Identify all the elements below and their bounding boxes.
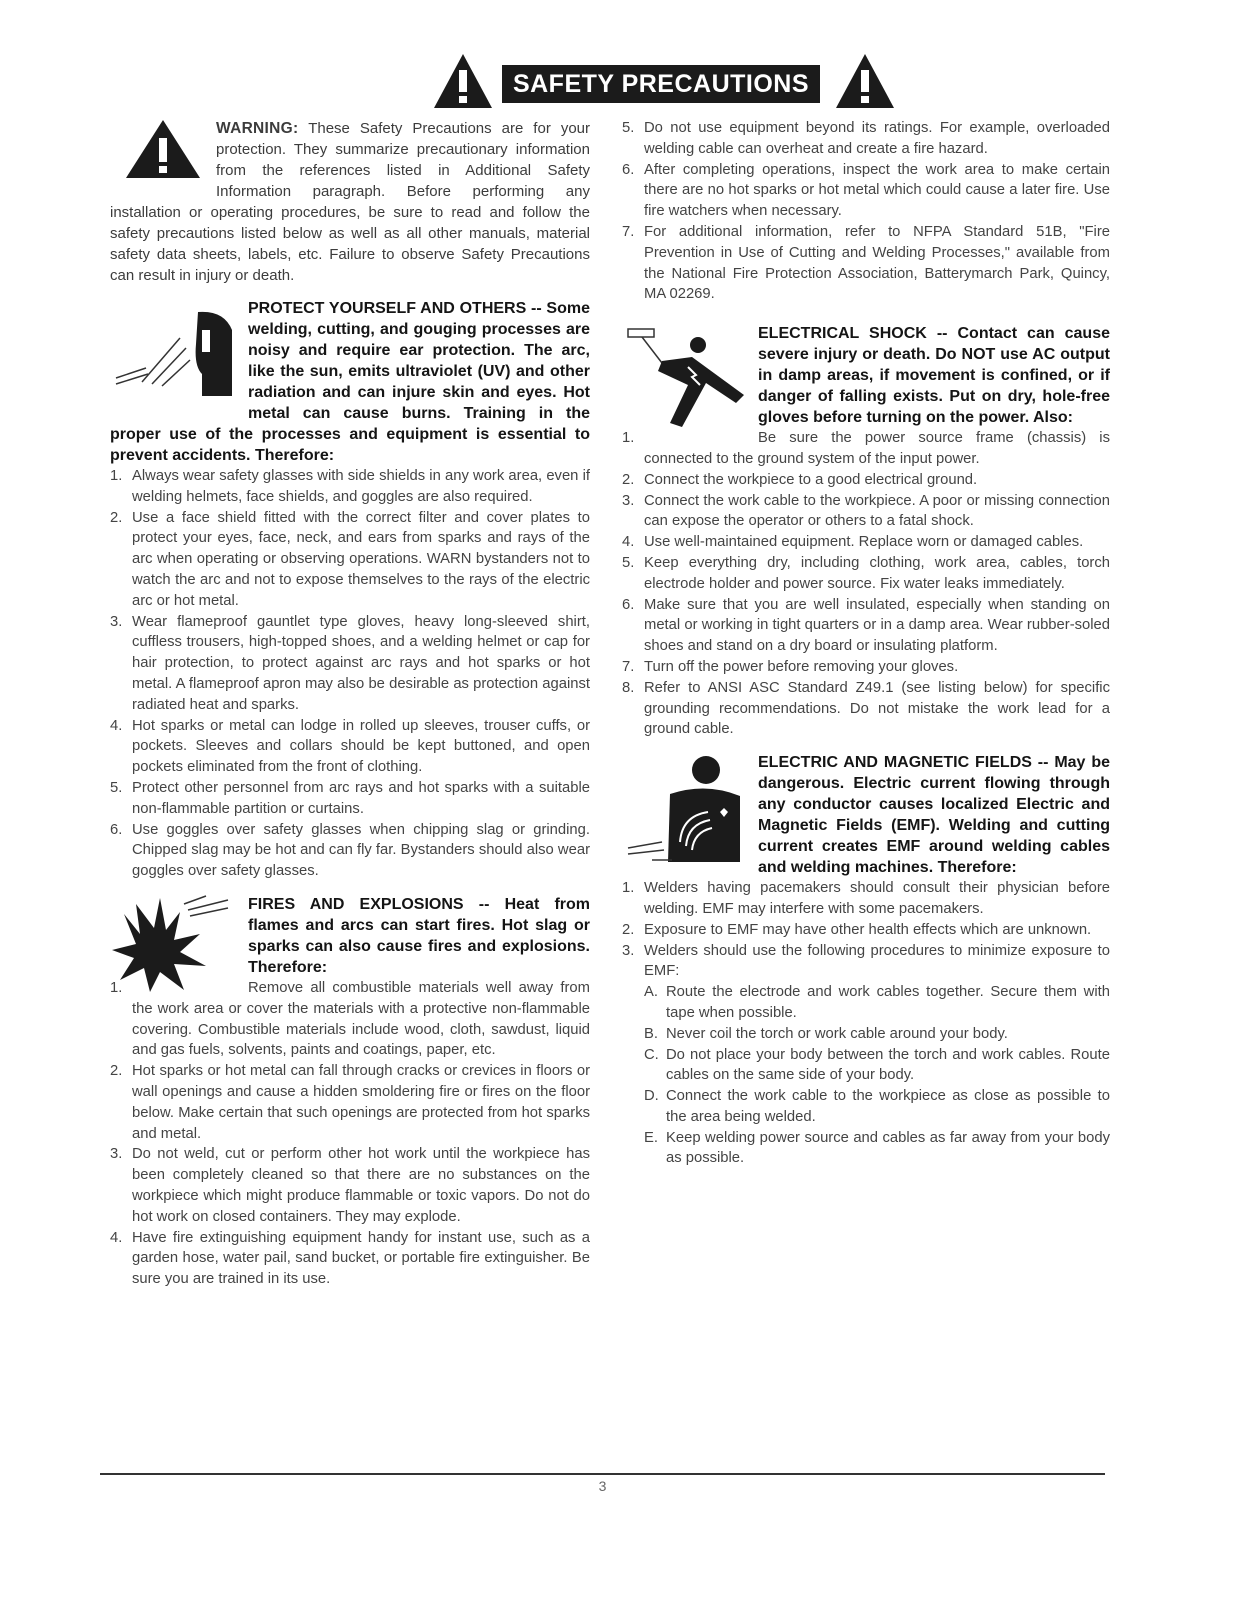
electrical-section xyxy=(622,323,1110,428)
list-item: B. Never coil the torch or work cable around your body. xyxy=(644,1025,1008,1042)
electric-shock-icon xyxy=(622,323,748,441)
protect-heading: PROTECT YOURSELF AND OTHERS -- Some welding, cutting, and gouging processes are noisy and require ear protection. The arc, like the sun, emits ultraviolet (UV) and other radiation and can injure skin and eyes. Hot metal can cause burns. Training in the proper use of the processes and equipment is essential to prevent accidents. Therefore: xyxy=(110,300,590,464)
list-item: A. Route the electrode and work cables together. Secure them with tape when possible. xyxy=(644,984,1110,1021)
list-item: E. Keep welding power source and cables as far away from your body as possible. xyxy=(644,1129,1110,1167)
page-header xyxy=(0,52,1237,112)
emf-sublist xyxy=(644,982,1110,1169)
list-item: 5. Do not use equipment beyond its ratings. For example, overloaded welding cable can overheat and create a fire hazard. xyxy=(622,120,1110,157)
list-item: 1. Welders having pacemakers should consult their physician before welding. EMF may interfere with some pacemakers. xyxy=(622,880,1110,917)
list-item: 5. Protect other personnel from arc rays and hot sparks with a suitable non-flammable partition or curtains. xyxy=(110,779,590,817)
emf-list xyxy=(622,878,1110,1169)
list-item: 4. Hot sparks or metal can lodge in rolled up sleeves, trouser cuffs, or pockets. Sleeves and collars should be kept buttoned, and open pockets eliminated from the front of clothing. xyxy=(110,717,590,776)
protect-section xyxy=(110,298,590,466)
left-column xyxy=(110,118,590,1290)
emf-section xyxy=(622,752,1110,878)
electrical-list xyxy=(622,428,1110,740)
list-item: 6. Make sure that you are well insulated, especially when standing on metal or working in tight quarters or in a damp area. Wear rubber-soled shoes and stand on a dry board or insulating platform. xyxy=(622,596,1110,655)
list-item: 6. After completing operations, inspect the work area to make certain there are no hot sparks or hot metal which could cause a later fire. Use fire watchers when necessary. xyxy=(622,161,1110,220)
list-item: 7. Turn off the power before removing your gloves. xyxy=(622,658,959,675)
list-item: 2. Connect the workpiece to a good electrical ground. xyxy=(622,471,978,488)
list-item: 5. Keep everything dry, including clothing, work area, cables, torch electrode holder and power source. Fix water leaks immediately. xyxy=(622,554,1110,592)
list-item: 2. Hot sparks or hot metal can fall through cracks or crevices in floors or wall openings and cause a hidden smoldering fire or fires on the floor below. Make certain that such openings are protected from hot sparks and metal. xyxy=(110,1063,590,1142)
warning-text: These Safety Precautions are for your protection. They summarize precautionary information from the references listed in Additional Safety Information paragraph. Before performing any installation or operating procedures, be sure to read and follow the safety precautions listed below as well as all other manuals, material safety data sheets, labels, etc. Failure to observe Safety Precautions can result in injury or death. xyxy=(110,120,590,284)
fires-list xyxy=(110,978,590,1290)
emf-pacemaker-icon xyxy=(622,752,748,870)
list-item: 1. Remove all combustible materials well away from the work area or cover the materials with a protective non-flammable covering. Combustible materials include wood, cloth, sawdust, liquid and gas fuels, solvents, paints and coatings, paper, etc. xyxy=(110,979,590,1059)
list-item: 3. Welders should use the following procedures to minimize exposure to EMF: A. Route the electrode and work cables together. Secure them with tape when possible. B. Never coil the torch or work cable around your body. C. Do not place your body between the torch and work cables. Route cables on the same side of your body. D. Connect the work cable to the workpiece as close as possible to the area being welded. E. Keep welding power source and cables as far away from your body as possible. xyxy=(622,941,1110,1170)
welder-helmet-icon xyxy=(110,304,238,409)
list-item: 1. Always wear safety glasses with side shields in any work area, even if welding helmets, face shields, and goggles are also required. xyxy=(110,468,590,505)
list-item: 2. Exposure to EMF may have other health effects which are unknown. xyxy=(622,921,1092,938)
list-item: C. Do not place your body between the torch and work cables. Route cables on the same side of your body. xyxy=(644,1046,1110,1084)
list-item: 7. For additional information, refer to NFPA Standard 51B, "Fire Prevention in Use of Cutting and Welding Processes," available from the National Fire Protection Association, Batterymarch Park, Quincy, MA 02269. xyxy=(622,223,1110,303)
right-column xyxy=(622,118,1110,1169)
list-item: 3. Connect the work cable to the workpiece. A poor or missing connection can expose the operator or others to a fatal shock. xyxy=(622,492,1110,530)
list-item: 1. Be sure the power source frame (chassis) is connected to the ground system of the input power. xyxy=(622,430,1110,467)
fires-list-continued xyxy=(622,118,1110,305)
warning-triangle-icon xyxy=(124,118,202,180)
page-title: SAFETY PRECAUTIONS xyxy=(502,65,820,103)
list-item: D. Connect the work cable to the workpiece as close as possible to the area being welded. xyxy=(644,1088,1110,1125)
electrical-heading: ELECTRICAL SHOCK -- Contact can cause severe injury or death. Do NOT use AC output in damp areas, if movement is confined, or if danger of falling exists. Put on dry, hole-free gloves before turning on the power. Also: xyxy=(758,325,1110,427)
list-item: 2. Use a face shield fitted with the correct filter and cover plates to protect your eyes, face, neck, and ears from sparks and rays of the arc when operating or observing operations. WARN bystanders not to watch the arc and not to expose themselves to the rays of the electric arc or hot metal. xyxy=(110,509,590,609)
list-item: 3. Do not weld, cut or perform other hot work until the workpiece has been completely cleaned so that there are no substances on the workpiece which might produce flammable or toxic vapors. Do not do hot work on closed containers. They may explode. xyxy=(110,1146,590,1225)
list-item: 4. Use well-maintained equipment. Replace worn or damaged cables. xyxy=(622,534,1084,551)
list-item: 6. Use goggles over safety glasses when chipping slag or grinding. Chipped slag may be hot and can fly far. Bystanders should also wear goggles over safety glasses. xyxy=(110,821,590,880)
page-number: 3 xyxy=(598,1478,607,1494)
list-item: 3. Wear flameproof gauntlet type gloves, heavy long-sleeved shirt, cuffless trousers, high-topped shoes, and a welding helmet or cap for hair protection, to protect against arc rays and hot sparks or hot metal. A flameproof apron may also be desirable as protection against radiated heat and sparks. xyxy=(110,613,590,713)
warning-triangle-icon xyxy=(432,52,494,110)
footer-rule xyxy=(100,1473,1105,1475)
fires-section xyxy=(110,894,590,978)
list-item: 8. Refer to ANSI ASC Standard Z49.1 (see listing below) for specific grounding recommendations. Do not mistake the work lead for a ground cable. xyxy=(622,679,1110,738)
fires-heading: FIRES AND EXPLOSIONS -- Heat from flames and arcs can start fires. Hot slag or sparks can also cause fires and explosions. Therefore: xyxy=(248,895,590,976)
list-item: 4. Have fire extinguishing equipment handy for instant use, such as a garden hose, water pail, sand bucket, or portable fire extinguisher. Be sure you are trained in its use. xyxy=(110,1229,590,1288)
warning-label: WARNING: xyxy=(216,120,299,137)
protect-list xyxy=(110,466,590,882)
emf-heading: ELECTRIC AND MAGNETIC FIELDS -- May be dangerous. Electric current flowing through any conductor causes localized Electric and Magnetic Fields (EMF). Welding and cutting current creates EMF around welding cables and welding machines. Therefore: xyxy=(758,754,1110,877)
warning-triangle-icon xyxy=(834,52,896,110)
warning-intro xyxy=(110,118,590,286)
